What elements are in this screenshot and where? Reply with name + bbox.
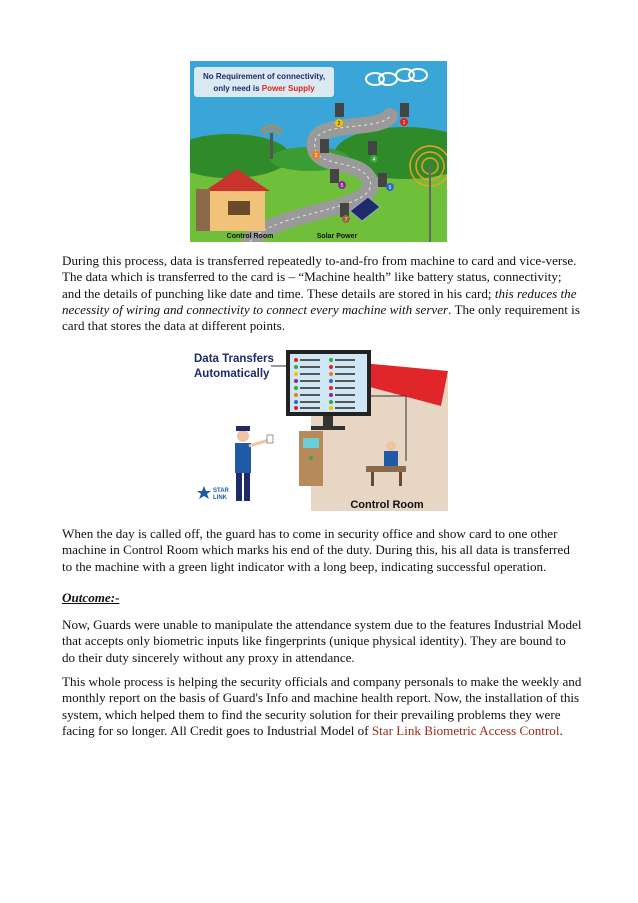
paragraph4-text: This whole process is helping the security officials and company personals to make the weekly and monthly report on the basis of Guard's Info and machine health report. Now, the installation of this system, which helped them to find the security solution for their prevailing problems they were facing for so longer. All Credit goes to Industrial Model of bbox=[62, 674, 582, 738]
illustration-svg bbox=[190, 61, 447, 242]
paragraph1-italic: this reduces the necessity of wiring and connectivity to connect every machine with server bbox=[62, 285, 577, 317]
banner-line1: No Requirement of connectivity, bbox=[202, 72, 326, 81]
svg-text:1: 1 bbox=[402, 120, 406, 126]
svg-text:LINK: LINK bbox=[213, 495, 227, 501]
svg-text:5: 5 bbox=[340, 183, 344, 189]
star-link-link[interactable]: Star Link Biometric Access Control bbox=[371, 722, 560, 738]
figure-data-transfers-automatically bbox=[191, 346, 448, 511]
banner-line2: only need is Power Supply bbox=[213, 84, 315, 93]
paragraph-end-of-duty: When the day is called off, the guard has to come in security office and show card to one other machine in Control Room which marks his end of the duty. During this, his all data is transferred to the machine with a green light indicator with a long beep, indicating successful operation. bbox=[62, 526, 570, 574]
fig2-label-control-room: Control Room bbox=[350, 499, 424, 511]
fig2-title-line2: Automatically bbox=[194, 368, 270, 380]
svg-text:6: 6 bbox=[388, 185, 392, 191]
paragraph-outcome: Now, Guards were unable to manipulate the attendance system due to the features Industrial Model that accepts only biometric inputs like fingerprints (unique physical identity). They are bound to do their duty sincerely without any proxy in attendance. bbox=[62, 617, 582, 665]
figure-no-connectivity-illustration bbox=[190, 61, 447, 242]
svg-text:7: 7 bbox=[344, 217, 348, 223]
svg-text:3: 3 bbox=[314, 153, 318, 159]
svg-text:2: 2 bbox=[337, 121, 341, 127]
paragraph1-text-a: During this process, data is transferred repeatedly to-and-fro from machine to card and vice-verse. The data which is transferred to the card is – “Machine health” like battery status, connectivity; and the details of punching like date and time. These details are stored in his card; bbox=[62, 253, 577, 301]
label-control-room: Control Room bbox=[226, 233, 274, 240]
svg-text:4: 4 bbox=[372, 157, 376, 163]
paragraph1-text-b: . The only requirement is card that stores the data at different points. bbox=[62, 301, 580, 334]
outcome-heading: Outcome:- bbox=[62, 590, 120, 605]
paragraph-data-transfer-process bbox=[62, 253, 582, 334]
label-solar-power: Solar Power bbox=[316, 233, 358, 240]
attendance-machine bbox=[299, 431, 323, 486]
illustration-svg-2 bbox=[191, 346, 448, 511]
fig2-title-line1: Data Transfers bbox=[194, 353, 274, 365]
paragraph-conclusion: This whole process is helping the security officials and company personals to make the weekly and monthly report on the basis of Guard's Info and machine health report. Now, the installation of this system, which helped them to find the security solution for their prevailing problems they were facing for so longer. All Credit goes to Industrial Model of Star Link Biometric Access Control. bbox=[62, 674, 582, 738]
svg-text:STAR: STAR bbox=[213, 488, 229, 494]
